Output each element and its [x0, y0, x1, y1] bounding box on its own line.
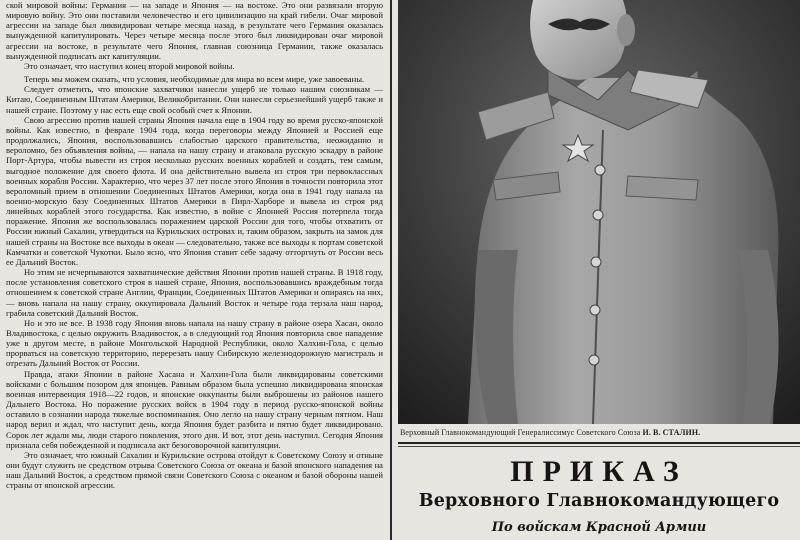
article-paragraph: Но этим не исчерпываются захватнические действия Японии против нашей страны. В 1918 году, после установления советского строя в нашей стране, Япония, воспользовавшись враждебным тогда отношением к советской стране Англии, Франции, Соединенных Штатов Америки и опираясь на них, — вновь напала на нашу страну, оккупировала Дальний Восток и четыре года терзала наш народ, грабила советский Дальний Восток.	[6, 267, 383, 318]
order-subheadline: Верховного Главнокомандующего	[418, 491, 780, 511]
article-paragraph: Свою агрессию против нашей страны Япония начала еще в 1904 году во время русско-японской войны. Как известно, в феврале 1904 года, когда переговоры между Японией и Россией еще продолжались, Япония, воспользовавшись слабостью царского правительства, неожиданно и вероломно, без объявления войны, — напала на нашу страну и атаковала русскую эскадру в районе Порт-Артура, чтобы вывести из строя несколько русских военных кораблей и создать, тем самым, выгодное положение для своего флота. И она действительно вывела из строя три первоклассных военных корабля России. Характерно, что через 37 лет после этого Япония в точности повторила этот вероломный прием в отношении Соединенных Штатов Америки, когда она в 1941 году напала на военно-морскую базу Соединенных Штатов Америки в Пирл-Харборе и вывела из строя ряд линейных кораблей этого государства. Как известно, в войне с Японией Россия потерпела тогда поражение. Япония же воспользовалась поражением царской России для того, чтобы отхватить от России южный Сахалин, утвердиться на Курильских островах и, таким образом, закрыть на замок для нашей страны на Востоке все выходы в океан — следовательно, также все выходы к портам советской Камчатки и советской Чукотки. Было ясно, что Япония ставит себе задачу отторгнуть от России весь ее Дальний Восток.	[6, 114, 383, 267]
portrait-photo	[398, 0, 800, 424]
article-paragraph: Теперь мы можем сказать, что условия, необходимые для мира во всем мире, уже завоеваны.	[24, 74, 365, 85]
article-paragraph: Следует отметить, что японские захватчики нанесли ущерб не только нашим союзникам — Китаю, Соединенным Штатам Америки, Великобритании. Они нанесли серьезнейший ущерб также и нашей стране. Поэтому у нас есть еще свой особый счет к Японии.	[6, 84, 383, 115]
address-article-column	[0, 0, 389, 540]
order-addressee: По войскам Красной Армии	[491, 520, 707, 535]
caption-text: Верховный Главнокомандующий Генералиссимус Советского Союза	[400, 428, 641, 437]
portrait-illustration	[398, 0, 800, 424]
article-paragraph: Но и это не все. В 1938 году Япония вновь напала на нашу страну в районе озера Хасан, около Владивостока, с целью окружить Владивосток, а в следующий год Япония повторила свое нападение уже в другом месте, в районе Монгольской Народной Республики, около Халхин-Гола, с целью прорваться на советскую территорию, перерезать нашу Сибирскую железнодорожную магистраль и отрезать Дальний Восток от России.	[6, 317, 383, 369]
article-paragraph: ской мировой войны: Германия — на западе и Япония — на востоке. Это они развязали вторую мировую войну. Это они поставили человечество и его цивилизацию на край гибели. Очаг мировой агрессии на западе был ликвидирован четыре месяца назад, в результате чего Германия оказалась вынужденной капитулировать. Через четыре месяца после этого был ликвидирован очаг мировой агрессии на востоке, в результате чего Япония, главная союзница Германии, также оказалась вынужденной подписать акт капитуляции.	[6, 0, 383, 61]
article-paragraph: Это означает, что наступил конец второй мировой войны.	[24, 60, 235, 71]
photo-caption	[398, 428, 800, 442]
column-divider	[390, 0, 392, 540]
article-paragraph: Правда, атаки Японии в районе Хасана и Халхин-Гола были ликвидированы советскими войсками с большим позором для японцев. Равным образом была успешно ликвидирована японская военная интервенция 1918—22 годов, и японские оккупанты были выброшены из районов нашего Дальнего Востока. Но поражение русских войск в 1904 году в период русско-японской войны оставило в сознании народа тяжелые воспоминания. Оно легло на нашу страну черным пятном. Наш народ верил и ждал, что наступит день, когда Япония будет разбита и пятно будет ликвидировано. Сорок лет ждали мы, люди старого поколения, этого дня. И вот, этот день наступил. Сегодня Япония признала себя побежденной и подписала акт безоговорочной капитуляции.	[6, 368, 383, 450]
section-divider	[398, 442, 800, 444]
article-paragraph: Это означает, что южный Сахалин и Курильские острова отойдут к Советскому Союзу и отныне они будут служить не средством отрыва Советского Союза от океана и базой японского нападения на наш Дальний Восток, а средством прямой связи Советского Союза с океаном и базой обороны нашей страны от японской агрессии.	[6, 449, 383, 491]
section-divider-thin	[398, 446, 800, 447]
caption-name: И. В. СТАЛИН.	[642, 428, 701, 437]
order-headline: ПРИКАЗ	[510, 455, 688, 488]
